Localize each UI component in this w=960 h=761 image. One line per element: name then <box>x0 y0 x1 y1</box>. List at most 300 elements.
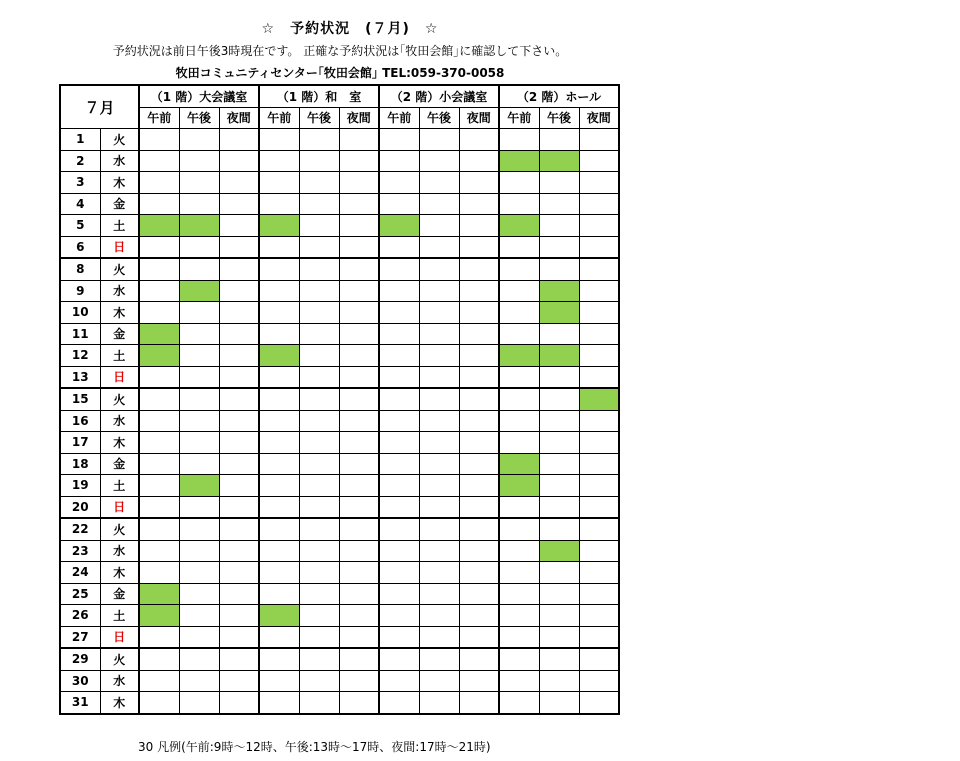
slot-cell <box>219 302 259 324</box>
slot-cell <box>179 129 219 151</box>
slot-cell <box>299 388 339 410</box>
slot-cell <box>419 496 459 518</box>
slot-cell <box>499 518 539 540</box>
reserved-slot-cell <box>539 345 579 367</box>
slot-header: 午前 <box>379 107 419 129</box>
day-number: 4 <box>60 193 100 215</box>
slot-cell <box>179 258 219 280</box>
day-number: 31 <box>60 692 100 714</box>
slot-cell <box>259 193 299 215</box>
slot-cell <box>179 648 219 670</box>
slot-cell <box>299 280 339 302</box>
slot-cell <box>419 475 459 497</box>
slot-cell <box>459 280 499 302</box>
day-row <box>60 475 619 497</box>
slot-cell <box>299 193 339 215</box>
day-row <box>60 236 619 258</box>
slot-cell <box>139 150 179 172</box>
slot-cell <box>579 692 619 714</box>
slot-cell <box>339 453 379 475</box>
slot-cell <box>259 410 299 432</box>
day-row <box>60 258 619 280</box>
slot-cell <box>259 518 299 540</box>
reserved-slot-cell <box>499 453 539 475</box>
day-row <box>60 150 619 172</box>
slot-cell <box>539 518 579 540</box>
slot-cell <box>459 215 499 237</box>
day-of-week: 土 <box>100 345 139 367</box>
slot-cell <box>259 323 299 345</box>
slot-cell <box>219 410 259 432</box>
slot-cell <box>499 583 539 605</box>
slot-cell <box>179 193 219 215</box>
slot-cell <box>539 670 579 692</box>
day-row <box>60 366 619 388</box>
slot-cell <box>299 432 339 454</box>
day-row <box>60 453 619 475</box>
slot-cell <box>379 150 419 172</box>
slot-header: 夜間 <box>339 107 379 129</box>
reserved-slot-cell <box>259 605 299 627</box>
slot-cell <box>539 432 579 454</box>
slot-cell <box>499 172 539 194</box>
slot-cell <box>339 562 379 584</box>
reserved-slot-cell <box>179 215 219 237</box>
slot-cell <box>499 496 539 518</box>
reserved-slot-cell <box>499 345 539 367</box>
slot-cell <box>259 150 299 172</box>
slot-cell <box>459 410 499 432</box>
slot-cell <box>419 648 459 670</box>
day-number: 9 <box>60 280 100 302</box>
slot-cell <box>539 323 579 345</box>
slot-cell <box>219 258 259 280</box>
slot-cell <box>299 692 339 714</box>
slot-cell <box>299 410 339 432</box>
slot-cell <box>579 366 619 388</box>
slot-cell <box>179 366 219 388</box>
day-number: 27 <box>60 626 100 648</box>
slot-cell <box>299 605 339 627</box>
room-header-large-meeting: （1 階）大会議室 <box>139 85 259 107</box>
day-row <box>60 583 619 605</box>
slot-cell <box>459 670 499 692</box>
day-row <box>60 692 619 714</box>
day-row <box>60 280 619 302</box>
day-number: 6 <box>60 236 100 258</box>
slot-cell <box>459 345 499 367</box>
slot-cell <box>539 366 579 388</box>
slot-cell <box>219 692 259 714</box>
slot-cell <box>379 172 419 194</box>
slot-cell <box>419 236 459 258</box>
reserved-slot-cell <box>499 215 539 237</box>
slot-cell <box>459 562 499 584</box>
day-of-week: 木 <box>100 692 139 714</box>
slot-cell <box>299 302 339 324</box>
slot-cell <box>259 540 299 562</box>
reserved-slot-cell <box>579 388 619 410</box>
slot-cell <box>219 172 259 194</box>
slot-cell <box>539 475 579 497</box>
slot-cell <box>579 236 619 258</box>
slot-cell <box>179 605 219 627</box>
slot-cell <box>419 323 459 345</box>
slot-cell <box>339 432 379 454</box>
month-label: ７月 <box>60 85 139 129</box>
slot-cell <box>299 540 339 562</box>
slot-cell <box>219 388 259 410</box>
slot-cell <box>419 302 459 324</box>
slot-cell <box>379 129 419 151</box>
slot-cell <box>259 496 299 518</box>
slot-cell <box>259 366 299 388</box>
slot-cell <box>339 692 379 714</box>
slot-cell <box>379 410 419 432</box>
slot-cell <box>419 540 459 562</box>
slot-cell <box>139 562 179 584</box>
slot-cell <box>499 605 539 627</box>
slot-cell <box>179 432 219 454</box>
slot-cell <box>379 280 419 302</box>
slot-cell <box>139 540 179 562</box>
day-row <box>60 670 619 692</box>
slot-cell <box>219 518 259 540</box>
slot-cell <box>499 432 539 454</box>
slot-cell <box>299 345 339 367</box>
day-number: 18 <box>60 453 100 475</box>
slot-cell <box>219 583 259 605</box>
day-row <box>60 193 619 215</box>
legend: 30 凡例(午前:9時～12時、午後:13時～17時、夜間:17時～21時) <box>138 740 491 754</box>
day-number: 24 <box>60 562 100 584</box>
reserved-slot-cell <box>539 150 579 172</box>
day-row <box>60 323 619 345</box>
slot-cell <box>579 670 619 692</box>
reserved-slot-cell <box>139 583 179 605</box>
slot-cell <box>219 496 259 518</box>
slot-cell <box>339 280 379 302</box>
day-row <box>60 215 619 237</box>
slot-cell <box>299 562 339 584</box>
slot-cell <box>179 540 219 562</box>
slot-cell <box>139 518 179 540</box>
slot-cell <box>419 583 459 605</box>
slot-cell <box>459 475 499 497</box>
slot-cell <box>419 345 459 367</box>
slot-cell <box>259 670 299 692</box>
slot-cell <box>299 626 339 648</box>
slot-cell <box>539 258 579 280</box>
slot-cell <box>299 496 339 518</box>
slot-header: 午前 <box>499 107 539 129</box>
slot-cell <box>259 692 299 714</box>
slot-cell <box>539 236 579 258</box>
slot-cell <box>379 302 419 324</box>
room-header-japanese-room: （1 階）和 室 <box>259 85 379 107</box>
slot-cell <box>299 583 339 605</box>
slot-cell <box>499 692 539 714</box>
day-number: 2 <box>60 150 100 172</box>
reserved-slot-cell <box>179 475 219 497</box>
day-number: 3 <box>60 172 100 194</box>
slot-cell <box>219 453 259 475</box>
slot-cell <box>139 172 179 194</box>
slot-cell <box>499 302 539 324</box>
slot-cell <box>139 432 179 454</box>
slot-cell <box>499 193 539 215</box>
slot-cell <box>419 193 459 215</box>
slot-cell <box>299 215 339 237</box>
slot-cell <box>539 648 579 670</box>
day-row <box>60 172 619 194</box>
day-row <box>60 605 619 627</box>
slot-cell <box>339 475 379 497</box>
slot-cell <box>219 150 259 172</box>
slot-cell <box>259 280 299 302</box>
slot-cell <box>579 410 619 432</box>
slot-cell <box>139 236 179 258</box>
slot-header: 夜間 <box>459 107 499 129</box>
slot-cell <box>139 302 179 324</box>
slot-cell <box>539 410 579 432</box>
slot-cell <box>259 172 299 194</box>
slot-cell <box>579 496 619 518</box>
slot-cell <box>419 129 459 151</box>
day-number: 1 <box>60 129 100 151</box>
day-of-week: 金 <box>100 193 139 215</box>
slot-cell <box>379 670 419 692</box>
slot-cell <box>139 258 179 280</box>
slot-cell <box>339 366 379 388</box>
slot-cell <box>219 670 259 692</box>
day-number: 20 <box>60 496 100 518</box>
slot-header: 午前 <box>139 107 179 129</box>
slot-cell <box>419 280 459 302</box>
slot-cell <box>219 280 259 302</box>
slot-cell <box>139 626 179 648</box>
slot-cell <box>139 280 179 302</box>
reserved-slot-cell <box>539 280 579 302</box>
slot-cell <box>579 518 619 540</box>
slot-cell <box>339 626 379 648</box>
slot-cell <box>259 475 299 497</box>
page-title: ☆ 予約状況 (７月) ☆ <box>261 21 439 37</box>
slot-cell <box>419 150 459 172</box>
slot-cell <box>339 345 379 367</box>
day-row <box>60 562 619 584</box>
slot-cell <box>379 236 419 258</box>
day-of-week: 火 <box>100 518 139 540</box>
slot-cell <box>179 388 219 410</box>
slot-cell <box>419 518 459 540</box>
day-row <box>60 388 619 410</box>
contact-info: 牧田コミュニティセンター｢牧田会館｣ TEL:059-370-0058 <box>175 66 505 80</box>
slot-cell <box>579 626 619 648</box>
slot-cell <box>419 258 459 280</box>
slot-cell <box>419 366 459 388</box>
slot-cell <box>539 496 579 518</box>
slot-cell <box>459 323 499 345</box>
day-of-week: 金 <box>100 583 139 605</box>
slot-cell <box>339 410 379 432</box>
slot-cell <box>179 236 219 258</box>
slot-cell <box>139 453 179 475</box>
slot-cell <box>579 215 619 237</box>
slot-cell <box>139 388 179 410</box>
day-number: 30 <box>60 670 100 692</box>
slot-cell <box>339 670 379 692</box>
reserved-slot-cell <box>379 215 419 237</box>
slot-cell <box>459 302 499 324</box>
slot-cell <box>379 562 419 584</box>
slot-cell <box>299 670 339 692</box>
slot-cell <box>539 129 579 151</box>
slot-cell <box>179 453 219 475</box>
slot-cell <box>459 388 499 410</box>
slot-cell <box>299 518 339 540</box>
day-number: 10 <box>60 302 100 324</box>
day-of-week: 火 <box>100 258 139 280</box>
slot-cell <box>419 692 459 714</box>
slot-cell <box>499 670 539 692</box>
slot-cell <box>499 388 539 410</box>
slot-cell <box>499 236 539 258</box>
day-of-week: 水 <box>100 670 139 692</box>
slot-cell <box>339 605 379 627</box>
slot-cell <box>579 562 619 584</box>
day-of-week: 土 <box>100 475 139 497</box>
slot-cell <box>179 302 219 324</box>
slot-cell <box>579 193 619 215</box>
reserved-slot-cell <box>139 323 179 345</box>
slot-cell <box>459 432 499 454</box>
slot-cell <box>219 236 259 258</box>
day-row <box>60 496 619 518</box>
day-number: 16 <box>60 410 100 432</box>
slot-cell <box>579 150 619 172</box>
slot-cell <box>139 648 179 670</box>
day-row <box>60 302 619 324</box>
day-row <box>60 540 619 562</box>
day-of-week: 日 <box>100 626 139 648</box>
reserved-slot-cell <box>259 215 299 237</box>
slot-cell <box>259 129 299 151</box>
slot-cell <box>459 496 499 518</box>
slot-cell <box>459 172 499 194</box>
slot-cell <box>539 193 579 215</box>
slot-cell <box>459 236 499 258</box>
slot-cell <box>579 432 619 454</box>
slot-cell <box>459 366 499 388</box>
slot-cell <box>499 280 539 302</box>
slot-cell <box>259 388 299 410</box>
slot-cell <box>179 518 219 540</box>
slot-header: 夜間 <box>219 107 259 129</box>
slot-cell <box>179 562 219 584</box>
slot-cell <box>379 648 419 670</box>
slot-cell <box>419 626 459 648</box>
slot-cell <box>419 453 459 475</box>
day-number: 26 <box>60 605 100 627</box>
reservation-table <box>59 84 620 715</box>
slot-cell <box>139 129 179 151</box>
slot-cell <box>459 540 499 562</box>
slot-cell <box>419 432 459 454</box>
slot-cell <box>339 193 379 215</box>
slot-cell <box>179 626 219 648</box>
slot-cell <box>379 432 419 454</box>
slot-cell <box>539 626 579 648</box>
day-rows <box>60 129 619 714</box>
day-number: 13 <box>60 366 100 388</box>
slot-cell <box>259 583 299 605</box>
slot-cell <box>339 215 379 237</box>
slot-cell <box>219 432 259 454</box>
slot-cell <box>459 518 499 540</box>
slot-cell <box>219 323 259 345</box>
slot-cell <box>499 258 539 280</box>
slot-cell <box>419 670 459 692</box>
slot-cell <box>339 150 379 172</box>
slot-cell <box>459 626 499 648</box>
slot-cell <box>219 345 259 367</box>
slot-cell <box>459 583 499 605</box>
day-number: 29 <box>60 648 100 670</box>
slot-cell <box>299 648 339 670</box>
day-number: 17 <box>60 432 100 454</box>
slot-cell <box>339 172 379 194</box>
slot-cell <box>179 583 219 605</box>
slot-cell <box>579 453 619 475</box>
day-of-week: 日 <box>100 236 139 258</box>
slot-cell <box>499 626 539 648</box>
day-row <box>60 432 619 454</box>
slot-cell <box>339 583 379 605</box>
slot-cell <box>419 172 459 194</box>
slot-cell <box>499 323 539 345</box>
day-row <box>60 518 619 540</box>
slot-cell <box>579 605 619 627</box>
slot-cell <box>579 302 619 324</box>
slot-cell <box>379 518 419 540</box>
slot-cell <box>379 496 419 518</box>
slot-cell <box>219 215 259 237</box>
slot-cell <box>299 453 339 475</box>
slot-cell <box>299 366 339 388</box>
day-number: 12 <box>60 345 100 367</box>
room-header-small-meeting: （2 階）小会議室 <box>379 85 499 107</box>
day-of-week: 火 <box>100 129 139 151</box>
day-of-week: 火 <box>100 648 139 670</box>
slot-cell <box>579 540 619 562</box>
day-of-week: 土 <box>100 605 139 627</box>
day-of-week: 金 <box>100 453 139 475</box>
day-number: 23 <box>60 540 100 562</box>
slot-cell <box>339 518 379 540</box>
slot-cell <box>299 258 339 280</box>
slot-cell <box>499 129 539 151</box>
slot-header: 午後 <box>539 107 579 129</box>
slot-cell <box>179 323 219 345</box>
slot-cell <box>579 475 619 497</box>
slot-header: 午後 <box>179 107 219 129</box>
slot-cell <box>379 258 419 280</box>
day-of-week: 木 <box>100 172 139 194</box>
slot-cell <box>259 302 299 324</box>
slot-cell <box>539 388 579 410</box>
slot-cell <box>539 562 579 584</box>
